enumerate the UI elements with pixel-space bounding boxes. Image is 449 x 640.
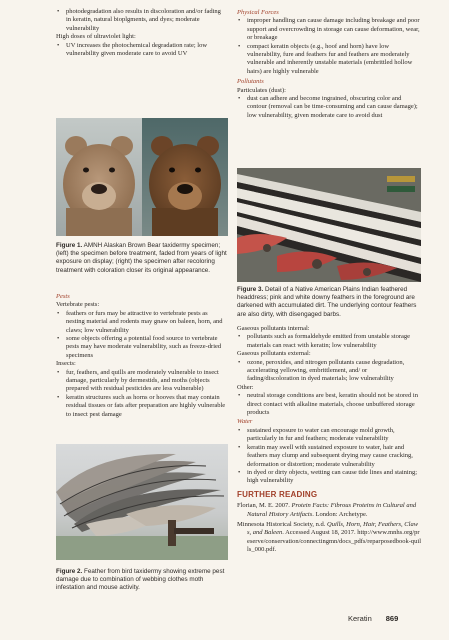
page-number: 869 (385, 614, 399, 623)
section-heading: Pests (56, 293, 70, 300)
reference-url: . Accessed August 18, 2017. http://www.mnhs.org/preserve/conservation/connectingmn/docs_pdfs/reparposedbook-quills_000.pdf. (247, 529, 422, 554)
figure-label: Figure 1. (56, 242, 83, 249)
left-column-top (56, 8, 227, 58)
page-footer (348, 614, 428, 623)
list-item: • in dyed or dirty objects, wetting can cause tide lines and staining; high vulnerability (237, 469, 421, 486)
right-column-lower (237, 325, 421, 557)
bear-specimen-photo (56, 118, 228, 236)
gaseous-external-list (237, 359, 421, 384)
reference-entry (237, 521, 421, 555)
particulates-label: Particulates (dust): (237, 86, 286, 94)
list-item: • keratin structures such as horns or hooves that may contain residual tissues or fats after preparation are highly vulnerable to insect pest damage (56, 394, 227, 419)
physical-forces-list (237, 17, 421, 76)
figure-label: Figure 2. (56, 568, 83, 575)
ultraviolet-list (56, 42, 227, 59)
bear-before-after-image (56, 118, 228, 236)
right-column-top (237, 8, 421, 120)
particulates-list (237, 95, 421, 120)
other-label: Other: (237, 383, 254, 391)
other-list (237, 392, 421, 417)
vertebrate-list (56, 310, 227, 360)
figure-label: Figure 3. (237, 286, 264, 293)
pests-section (56, 292, 227, 419)
list-item: • compact keratin objects (e.g., hoof and horn) have low vulnerability, fure and feathers fur and feathers are moderately vulnerable and inherently unstable materials (embrittled hollow hairs) are highly vulnerable (237, 43, 421, 77)
gaseous-internal-list (237, 333, 421, 350)
figure-3-caption (237, 286, 421, 319)
figure-1-caption (56, 242, 228, 275)
insects-label: Insects: (56, 360, 76, 368)
section-name: Keratin (348, 614, 372, 623)
further-reading-heading: FURTHER READING (237, 489, 318, 499)
reference-author: Florian, M. E. 2007. (237, 502, 292, 510)
list-item: • dust can adhere and become ingrained, obscuring color and contour (removal can be time-consuming and can cause damage); low vulnerability, given moderate care to avoid dust (237, 95, 421, 120)
list-item: • ozone, peroxides, and nitrogen pollutants cause degradation, accelerating yellowing, embrittlement, and/ or fading/discoloration in dyed materials; low vulnerability (237, 359, 421, 384)
reference-entry (237, 502, 421, 519)
caption-text: Detail of a Native American Plains Indian feathered headdress; pink and white downy feathers in the foreground are darkened with accumulated dirt. The underlying contour feathers are also dirty, with disengaged barbs. (237, 286, 417, 318)
list-item: • improper handling can cause damage including breakage and poor support and overcrowding in storage can cause deformation, wear, or breakage (237, 17, 421, 42)
reference-publisher: . London: Archetype. (312, 510, 368, 518)
list-item: • keratin may swell with sustained exposure to water, hair and feathers may clump and subsequent drying may cause cracking, deformation or distortion; moderate vulnerability (237, 444, 421, 469)
section-heading: Physical Forces (237, 9, 279, 16)
photodegradation-list (56, 8, 227, 33)
caption-text: AMNH Alaskan Brown Bear taxidermy specimen; (left) the specimen before treatment, faded from years of light exposure on display; (right) the specimen after recoloring treatment with coloration closer its original appearance. (56, 242, 227, 274)
figure-2-caption (56, 568, 228, 593)
reference-title: Protein Facts: Fibrous Proteins in Cultural and Natural History Artifacts (247, 502, 417, 518)
list-item: • neutral storage conditions are best, keratin should not be stored in direct contact with alkaline materials, choose unbuffered storage products (237, 392, 421, 417)
caption-text: Feather from bird taxidermy showing extreme pest damage due to combination of webbing clothes moth infestation and mouse activity. (56, 568, 225, 592)
list-item: • feathers or furs may be attractive to vertebrate pests as nesting material and rodents may gnaw on baleen, horn, and claws; low vulnerability (56, 310, 227, 335)
list-item: • sustained exposure to water can encourage mold growth, particularly in fur and feathers; moderate vulnerability (237, 427, 421, 444)
list-item: • photodegradation also results in discoloration and/or fading in keratin, natural bioplgments, and dyes; moderate vulnerability (56, 8, 227, 33)
ultraviolet-label: High doses of ultraviolet light: (56, 33, 136, 41)
gaseous-external-label: Gaseous pollutants external: (237, 350, 311, 358)
section-heading: Pollutants (237, 78, 264, 86)
section-heading: Water (237, 418, 253, 426)
feather-damage-image (56, 444, 228, 560)
vertebrate-label: Vertebrate pests: (56, 301, 100, 309)
headdress-detail-image (237, 168, 421, 282)
list-item: • pollutants such as formaldehyde emitted from unstable storage materials can react with keratin; low vulnerability (237, 333, 421, 350)
damaged-feather-photo (56, 444, 228, 560)
gaseous-internal-label: Gaseous pollutants internal: (237, 325, 310, 332)
reference-title: Quills, Horn, Hair, Feathers, Claws, and Baleen (247, 520, 419, 537)
list-item: • some objects offering a potential food source to vertebrate pests may have moderate vulnerability, such as freeze-dried specimens (56, 335, 227, 360)
headdress-photo (237, 168, 421, 282)
list-item: • UV increases the photochemical degradation rate; low vulnerability given moderate care to avoid UV (56, 42, 227, 59)
water-list (237, 427, 421, 486)
insects-list (56, 369, 227, 419)
reference-author: Minnesota Historical Society, n.d. (237, 520, 328, 528)
list-item: • fur, feathers, and quills are moderately vulnerable to insect damage, particularly by dermestids, and moths (objects prepared with residual pesticides are less vulnerable) (56, 369, 227, 394)
